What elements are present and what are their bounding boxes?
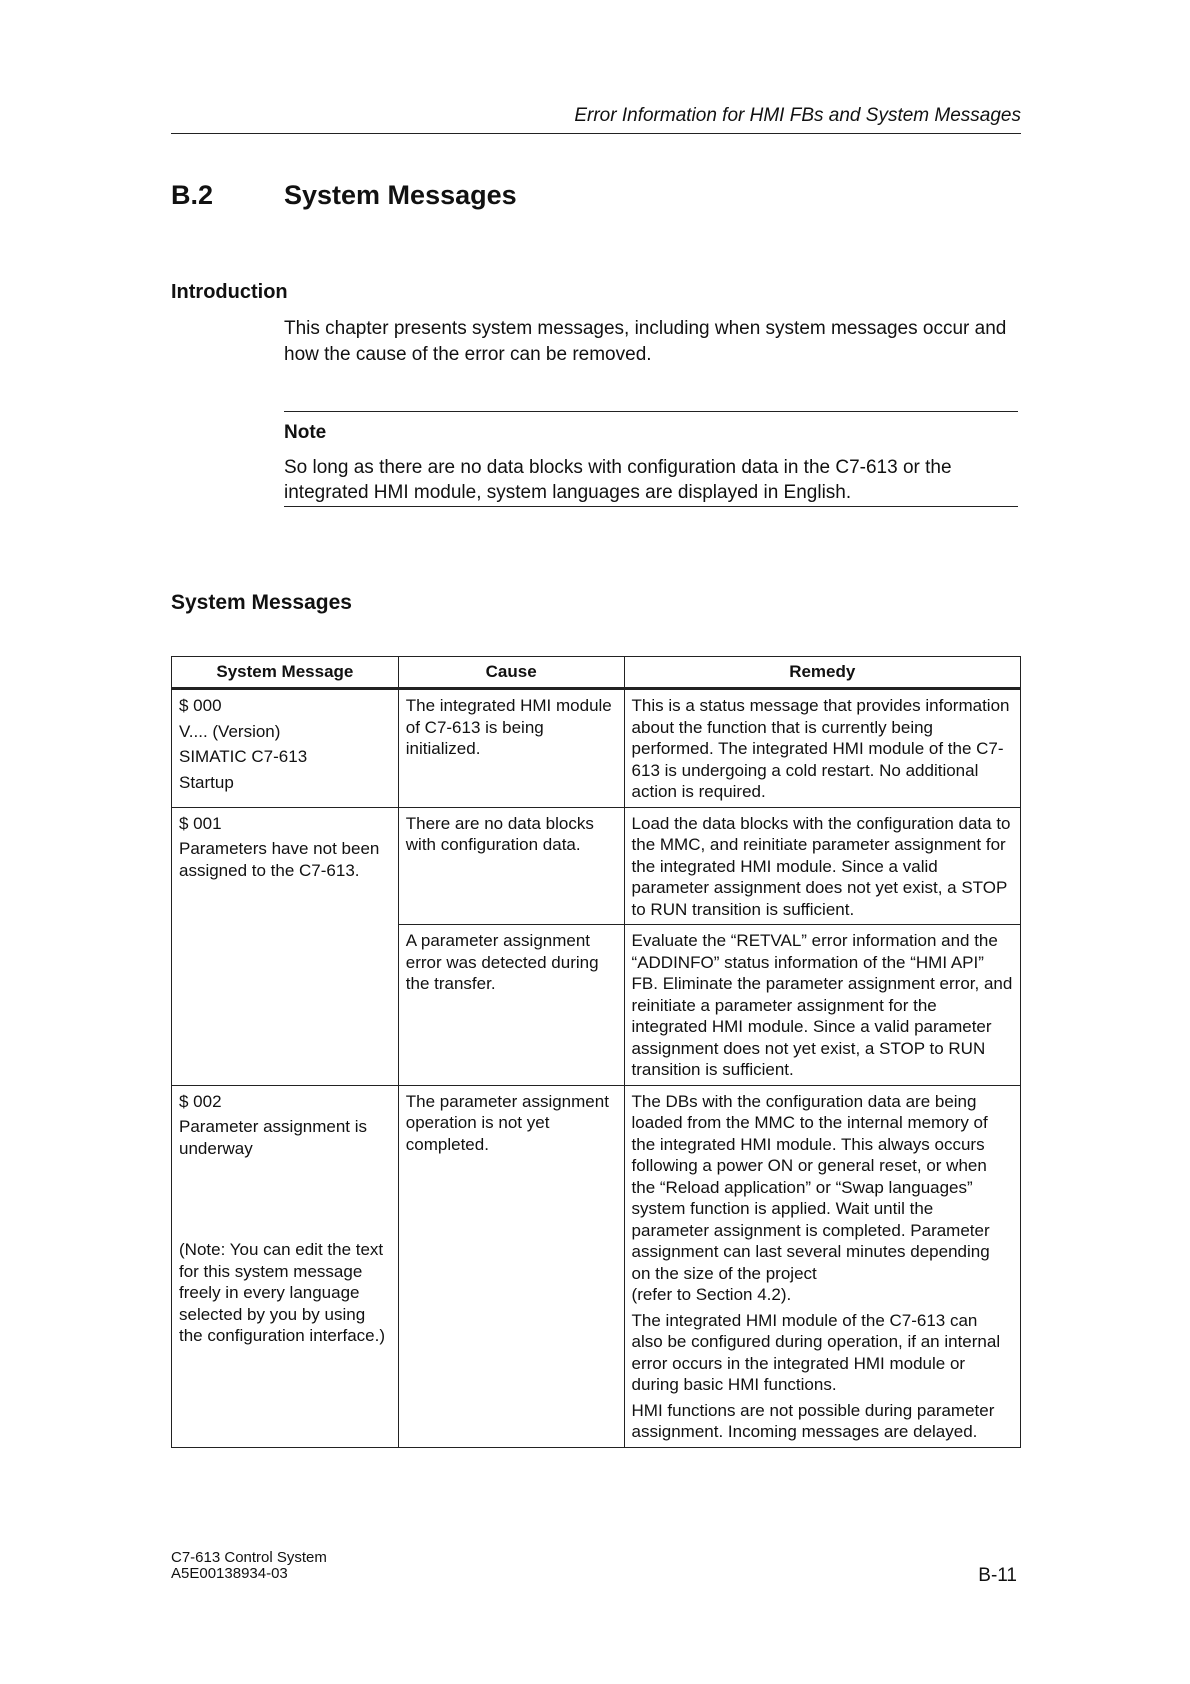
remedy-text: The integrated HMI module of the C7-613 can also be configured during operation, if an internal error occurs in the integrated HMI module or during basic HMI functions.	[631, 1310, 1001, 1394]
remedy-text: Load the data blocks with the configuration data to the MMC, and reinitiate parameter assignment for the integrated HMI module. Since a valid parameter assignment does not yet exist, a STOP to RUN transition is sufficient.	[631, 813, 1011, 919]
remedy-text: Evaluate the “RETVAL” error information and the “ADDINFO” status information of the “HMI API” FB. Eliminate the parameter assignment error, and reinitiate a parameter assignment for the integrated HMI module. Since a valid parameter assignment does not yet exist, a STOP to RUN transition is sufficient.	[631, 931, 1013, 1079]
table-row	[172, 689, 1021, 808]
message-text: Startup	[179, 772, 234, 792]
cause-cell: The parameter assignment operation is not yet completed.	[398, 1085, 624, 1447]
message-code: $ 002	[179, 1091, 222, 1111]
note-rule-bottom	[284, 506, 1018, 507]
system-messages-heading: System Messages	[171, 591, 352, 614]
remedy-text: This is a status message that provides information about the function that is currently being performed. The integrated HMI module of the C7-613 is undergoing a cold restart. No additional action is required.	[631, 696, 1010, 801]
column-header-remedy: Remedy	[624, 657, 1020, 689]
remedy-cell	[624, 1085, 1020, 1447]
remedy-text: The DBs with the configuration data are being loaded from the MMC to the internal memory of the integrated HMI module. This always occurs following a power ON or general reset, or when the “Reload application” or “Swap languages” system function is applied. Wait until the parameter assignment is completed. Parameter assignment can last several minutes depending on the size of the project	[631, 1091, 990, 1283]
system-messages-table	[171, 656, 1021, 1448]
cause-cell: The integrated HMI module of C7-613 is being initialized.	[398, 689, 624, 808]
note-text: So long as there are no data blocks with configuration data in the C7-613 or the integrated HMI module, system languages are displayed in English.	[284, 457, 952, 503]
message-code: $ 000	[179, 696, 222, 715]
remedy-text: (refer to Section 4.2).	[631, 1285, 792, 1304]
remedy-cell	[624, 807, 1020, 925]
footer-document-info	[171, 1550, 327, 1582]
section-number: B.2	[171, 180, 214, 210]
introduction-heading: Introduction	[171, 281, 288, 303]
running-head: Error Information for HMI FBs and System Messages	[574, 105, 1021, 126]
cause-cell: There are no data blocks with configuration data.	[398, 807, 624, 925]
note-heading: Note	[284, 422, 327, 443]
table-row	[172, 1085, 1021, 1447]
system-message-cell	[172, 807, 399, 1085]
remedy-cell	[624, 925, 1020, 1086]
column-header-cause: Cause	[398, 657, 624, 689]
footer-doc-number: A5E00138934-03	[171, 1565, 288, 1582]
table-row	[172, 807, 1021, 925]
system-message-cell	[172, 689, 399, 808]
message-text: V.... (Version)	[179, 721, 281, 741]
page-number: B-11	[978, 1565, 1017, 1586]
message-text: Parameter assignment is underway	[179, 1117, 368, 1158]
note-rule-top	[284, 411, 1018, 412]
remedy-text: HMI functions are not possible during parameter assignment. Incoming messages are delayed.	[631, 1400, 995, 1441]
introduction-text: This chapter presents system messages, including when system messages occur and how the cause of the error can be removed.	[284, 318, 1007, 365]
column-header-system-message: System Message	[172, 657, 399, 689]
table-header-row	[172, 657, 1021, 689]
footer-product: C7-613 Control System	[171, 1549, 327, 1566]
cause-cell: A parameter assignment error was detected during the transfer.	[398, 925, 624, 1086]
message-note: (Note: You can edit the text for this system message freely in every language selected by you by using the configuration interface.)	[179, 1240, 386, 1345]
message-code: $ 001	[179, 813, 222, 833]
remedy-cell	[624, 689, 1020, 808]
message-text: SIMATIC C7-613	[179, 747, 308, 766]
system-message-cell	[172, 1085, 399, 1447]
header-rule	[171, 133, 1021, 134]
message-text: Parameters have not been assigned to the C7-613.	[179, 839, 380, 880]
cell-spacer	[179, 1163, 391, 1239]
section-title: System Messages	[284, 180, 517, 210]
